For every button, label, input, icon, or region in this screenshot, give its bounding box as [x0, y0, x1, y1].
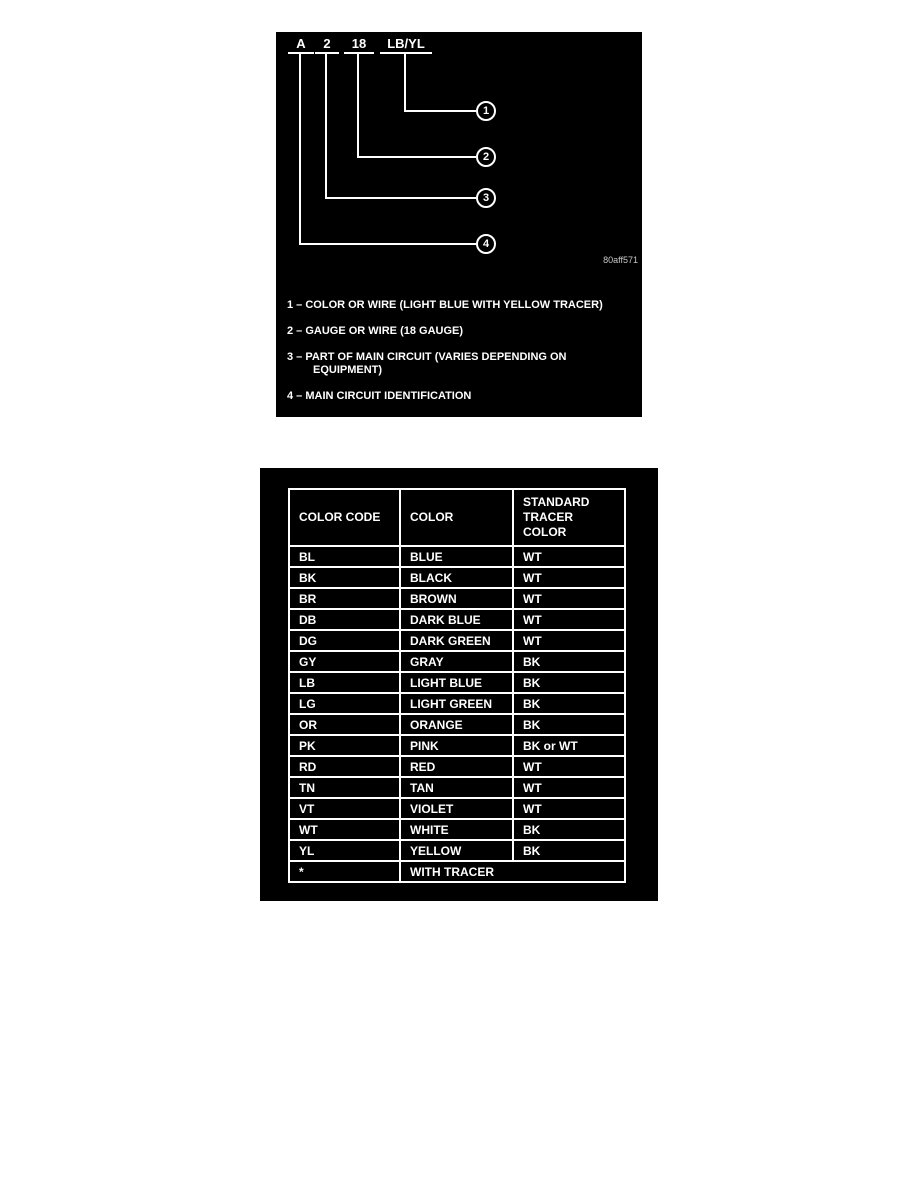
code-cell: BL [289, 546, 400, 567]
color-cell: BROWN [400, 588, 513, 609]
callout-legend [287, 299, 633, 416]
table-row [289, 693, 625, 714]
code-cell: LB [289, 672, 400, 693]
footnote-symbol-cell: * [289, 861, 400, 882]
tracer-cell: WT [513, 609, 625, 630]
legend-item-3: 3 – PART OF MAIN CIRCUIT (VARIES DEPENDING ON EQUIPMENT) [287, 351, 567, 376]
table-footnote-row [289, 861, 625, 882]
callout-3-badge: 3 [476, 188, 496, 208]
tracer-cell: BK [513, 672, 625, 693]
color-cell: YELLOW [400, 840, 513, 861]
legend-item-2: 2 – GAUGE OR WIRE (18 GAUGE) [287, 325, 464, 337]
tracer-cell: BK [513, 840, 625, 861]
callout-line [325, 54, 327, 199]
color-cell: DARK GREEN [400, 630, 513, 651]
wire-code-diagram-panel [276, 32, 642, 417]
tracer-cell: WT [513, 798, 625, 819]
header-standard-tracer-color: STANDARD TRACER COLOR [513, 489, 625, 546]
tracer-cell: BK [513, 714, 625, 735]
code-cell: LG [289, 693, 400, 714]
color-cell: WHITE [400, 819, 513, 840]
code-cell: RD [289, 756, 400, 777]
figure-id-watermark: 80aff571 [603, 255, 638, 265]
callout-line [404, 54, 406, 112]
code-cell: DB [289, 609, 400, 630]
tracer-cell: WT [513, 588, 625, 609]
color-code-table-panel [260, 468, 658, 901]
legend-item-4: 4 – MAIN CIRCUIT IDENTIFICATION [287, 390, 472, 402]
table-row [289, 840, 625, 861]
callout-2-badge: 2 [476, 147, 496, 167]
tracer-cell: WT [513, 630, 625, 651]
table-row [289, 546, 625, 567]
callout-line [404, 110, 476, 112]
color-cell: ORANGE [400, 714, 513, 735]
color-cell: BLUE [400, 546, 513, 567]
wire-color-code-table [288, 488, 626, 883]
table-row [289, 672, 625, 693]
color-cell: LIGHT GREEN [400, 693, 513, 714]
table-header-row [289, 489, 625, 546]
table-row [289, 819, 625, 840]
table-row [289, 777, 625, 798]
table-row [289, 756, 625, 777]
code-cell: PK [289, 735, 400, 756]
color-cell: BLACK [400, 567, 513, 588]
color-cell: GRAY [400, 651, 513, 672]
circuit-part-code-label: 2 [315, 36, 339, 54]
wire-gauge-code-label: 18 [344, 36, 374, 54]
color-cell: PINK [400, 735, 513, 756]
table-row [289, 567, 625, 588]
code-cell: OR [289, 714, 400, 735]
wire-color-code-label: LB/YL [380, 36, 432, 54]
tracer-cell: BK or WT [513, 735, 625, 756]
footnote-label-cell: WITH TRACER [400, 861, 625, 882]
code-cell: DG [289, 630, 400, 651]
color-cell: RED [400, 756, 513, 777]
callout-line [357, 54, 359, 158]
tracer-cell: WT [513, 546, 625, 567]
header-color-code: COLOR CODE [289, 489, 400, 546]
color-cell: LIGHT BLUE [400, 672, 513, 693]
tracer-cell: BK [513, 819, 625, 840]
callout-line [325, 197, 476, 199]
main-circuit-code-label: A [288, 36, 314, 54]
code-cell: BK [289, 567, 400, 588]
tracer-cell: WT [513, 756, 625, 777]
code-cell: YL [289, 840, 400, 861]
tracer-cell: BK [513, 651, 625, 672]
tracer-cell: BK [513, 693, 625, 714]
table-row [289, 714, 625, 735]
code-cell: VT [289, 798, 400, 819]
callout-line [357, 156, 476, 158]
table-row [289, 630, 625, 651]
legend-item-1: 1 – COLOR OR WIRE (LIGHT BLUE WITH YELLOW TRACER) [287, 299, 603, 311]
code-cell: BR [289, 588, 400, 609]
tracer-cell: WT [513, 567, 625, 588]
color-cell: VIOLET [400, 798, 513, 819]
callout-line [299, 54, 301, 245]
callout-line [299, 243, 476, 245]
color-cell: DARK BLUE [400, 609, 513, 630]
code-cell: WT [289, 819, 400, 840]
tracer-cell: WT [513, 777, 625, 798]
color-cell: TAN [400, 777, 513, 798]
table-row [289, 735, 625, 756]
table-row [289, 798, 625, 819]
code-cell: TN [289, 777, 400, 798]
table-row [289, 588, 625, 609]
code-cell: GY [289, 651, 400, 672]
header-color: COLOR [400, 489, 513, 546]
table-row [289, 609, 625, 630]
table-row [289, 651, 625, 672]
callout-1-badge: 1 [476, 101, 496, 121]
callout-4-badge: 4 [476, 234, 496, 254]
